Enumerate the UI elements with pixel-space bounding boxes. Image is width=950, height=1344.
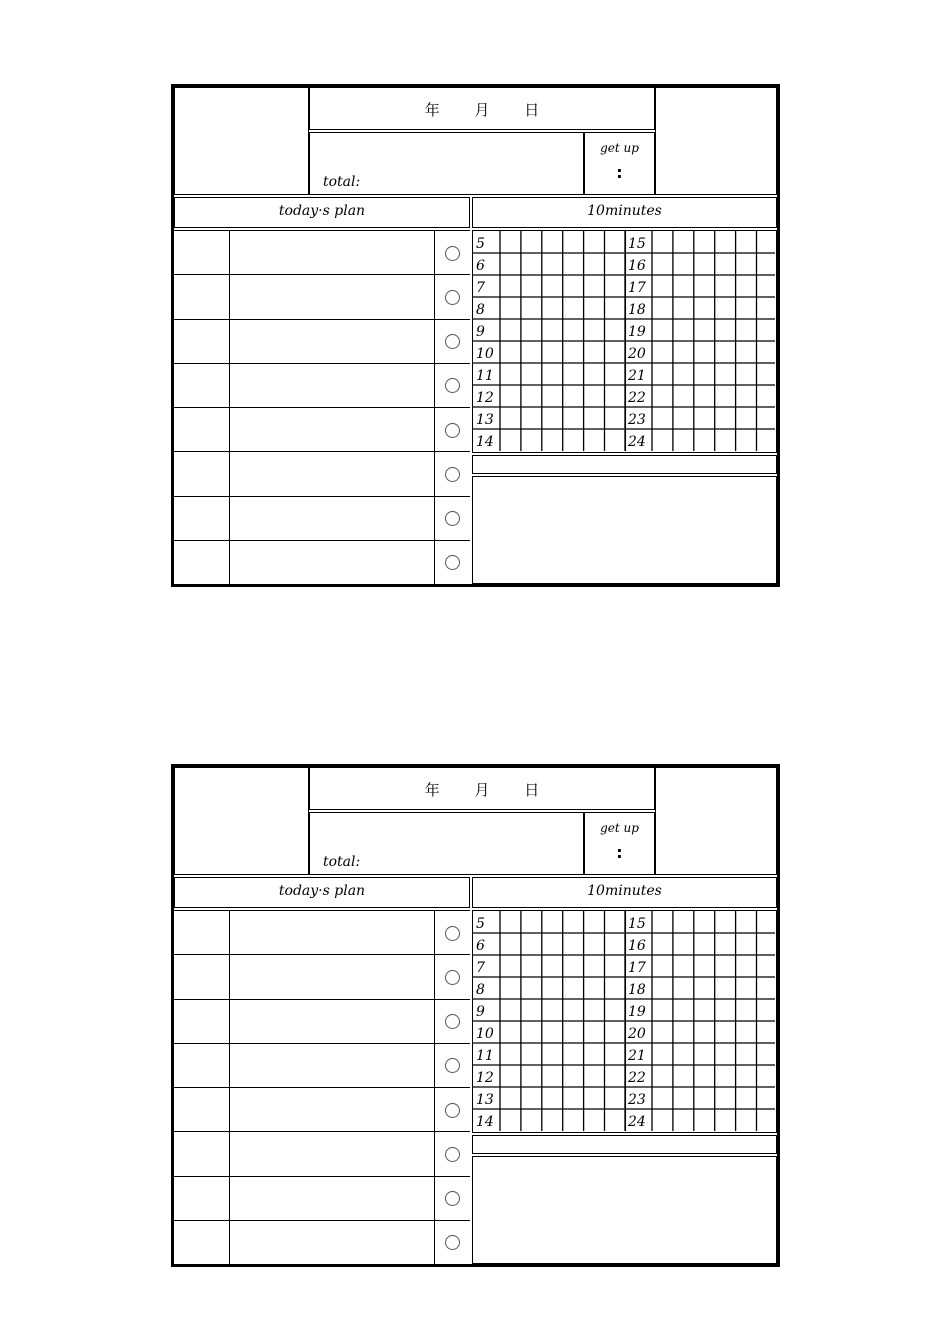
month-label: 月 [474,781,490,799]
checkbox-circle-icon[interactable] [445,467,460,482]
plan-row[interactable] [174,451,470,495]
hour-label: 11 [476,368,494,385]
plan-row-divider [434,275,435,318]
hour-label: 15 [628,236,646,253]
plan-row-divider [229,408,230,451]
minutes-grid-svg [473,231,775,451]
memo-box[interactable] [472,1156,777,1264]
hour-label: 14 [476,1114,494,1131]
plan-list [174,910,470,1264]
memo-box[interactable] [472,476,777,584]
checkbox-circle-icon[interactable] [445,1103,460,1118]
plan-row[interactable] [174,274,470,318]
date-box[interactable] [309,87,655,130]
checkbox-circle-icon[interactable] [445,1147,460,1162]
date-row [310,99,654,120]
hour-label: 5 [476,236,485,253]
plan-row-divider [229,1221,230,1264]
planner-card-1 [171,84,780,587]
hour-label: 9 [476,324,485,341]
total-box[interactable] [309,132,584,195]
separator-bar [472,455,777,474]
hour-label: 24 [628,1114,646,1131]
plan-row-divider [434,911,435,954]
plan-row-divider [229,275,230,318]
plan-row-divider [229,541,230,584]
plan-row-divider [434,1044,435,1087]
date-row [310,779,654,800]
hour-label: 24 [628,434,646,451]
hour-label: 8 [476,982,485,999]
plan-row-divider [434,541,435,584]
hour-label: 7 [476,960,485,977]
hour-label: 22 [628,390,646,407]
total-box[interactable] [309,812,584,875]
checkbox-circle-icon[interactable] [445,378,460,393]
plan-row[interactable] [174,1176,470,1220]
hour-label: 18 [628,302,646,319]
plan-row[interactable] [174,407,470,451]
year-label: 年 [424,781,440,799]
plan-row[interactable] [174,954,470,998]
plan-row[interactable] [174,1087,470,1131]
minutes-title: 10minutes [587,203,662,219]
plan-row[interactable] [174,230,470,274]
plan-row-divider [434,320,435,363]
checkbox-circle-icon[interactable] [445,1058,460,1073]
plan-row[interactable] [174,540,470,584]
checkbox-circle-icon[interactable] [445,1191,460,1206]
hour-label: 10 [476,346,494,363]
hour-label: 22 [628,1070,646,1087]
hour-label: 9 [476,1004,485,1021]
plan-row-divider [229,452,230,495]
hour-label: 20 [628,1026,646,1043]
minutes-grid-svg [473,911,775,1131]
total-label: total: [323,854,361,870]
plan-row-divider [434,1177,435,1220]
plan-row[interactable] [174,1220,470,1264]
total-label: total: [323,174,361,190]
plan-row-divider [229,364,230,407]
planner-card-2 [171,764,780,1267]
getup-box[interactable] [584,812,655,875]
corner-box-right [655,767,777,875]
date-box[interactable] [309,767,655,810]
hour-label: 7 [476,280,485,297]
plan-row-divider [229,911,230,954]
hour-label: 16 [628,258,646,275]
hour-label: 14 [476,434,494,451]
checkbox-circle-icon[interactable] [445,555,460,570]
plan-row-divider [229,320,230,363]
plan-row-divider [434,1000,435,1043]
separator-bar [472,1135,777,1154]
plan-row[interactable] [174,1043,470,1087]
plan-row-divider [434,231,435,274]
plan-title: today·s plan [278,203,366,219]
getup-time: : [616,843,623,862]
plan-row-divider [229,955,230,998]
plan-row-divider [229,1000,230,1043]
hour-label: 19 [628,1004,646,1021]
plan-header [174,877,470,908]
hour-label: 16 [628,938,646,955]
plan-title: today·s plan [278,883,366,899]
day-label: 日 [524,101,540,119]
plan-row-divider [229,1177,230,1220]
checkbox-circle-icon[interactable] [445,1235,460,1250]
checkbox-circle-icon[interactable] [445,290,460,305]
month-label: 月 [474,101,490,119]
hour-label: 10 [476,1026,494,1043]
plan-row-divider [229,497,230,540]
checkbox-circle-icon[interactable] [445,1014,460,1029]
corner-box-right [655,87,777,195]
day-label: 日 [524,781,540,799]
getup-box[interactable] [584,132,655,195]
hour-label: 12 [476,390,494,407]
minutes-grid[interactable] [472,910,777,1133]
checkbox-circle-icon[interactable] [445,423,460,438]
minutes-title: 10minutes [587,883,662,899]
hour-label: 11 [476,1048,494,1065]
checkbox-circle-icon[interactable] [445,970,460,985]
plan-row[interactable] [174,319,470,363]
plan-row-divider [229,1088,230,1131]
getup-time: : [616,163,623,182]
hour-label: 13 [476,412,494,429]
hour-label: 23 [628,412,646,429]
hour-label: 12 [476,1070,494,1087]
hour-label: 20 [628,346,646,363]
hour-label: 6 [476,258,485,275]
year-label: 年 [424,101,440,119]
hour-label: 18 [628,982,646,999]
plan-row-divider [434,1132,435,1175]
plan-row-divider [229,231,230,274]
plan-row-divider [434,452,435,495]
minutes-grid[interactable] [472,230,777,453]
minutes-header [472,877,777,908]
plan-list [174,230,470,584]
plan-row[interactable] [174,910,470,954]
checkbox-circle-icon[interactable] [445,926,460,941]
hour-label: 8 [476,302,485,319]
plan-row[interactable] [174,496,470,540]
checkbox-circle-icon[interactable] [445,334,460,349]
hour-label: 15 [628,916,646,933]
plan-header [174,197,470,228]
getup-label: get up [600,821,639,835]
plan-row-divider [434,364,435,407]
hour-label: 5 [476,916,485,933]
hour-label: 21 [628,1048,646,1065]
hour-label: 13 [476,1092,494,1109]
corner-box-left [174,87,309,195]
plan-row-divider [434,497,435,540]
corner-box-left [174,767,309,875]
plan-row[interactable] [174,1131,470,1175]
minutes-header [472,197,777,228]
getup-label: get up [600,141,639,155]
hour-label: 17 [628,280,646,297]
hour-label: 19 [628,324,646,341]
checkbox-circle-icon[interactable] [445,511,460,526]
hour-label: 23 [628,1092,646,1109]
plan-row-divider [434,1221,435,1264]
plan-row-divider [434,408,435,451]
checkbox-circle-icon[interactable] [445,246,460,261]
plan-row-divider [434,1088,435,1131]
plan-row[interactable] [174,363,470,407]
plan-row-divider [229,1132,230,1175]
hour-label: 6 [476,938,485,955]
hour-label: 21 [628,368,646,385]
plan-row-divider [229,1044,230,1087]
hour-label: 17 [628,960,646,977]
plan-row-divider [434,955,435,998]
plan-row[interactable] [174,999,470,1043]
